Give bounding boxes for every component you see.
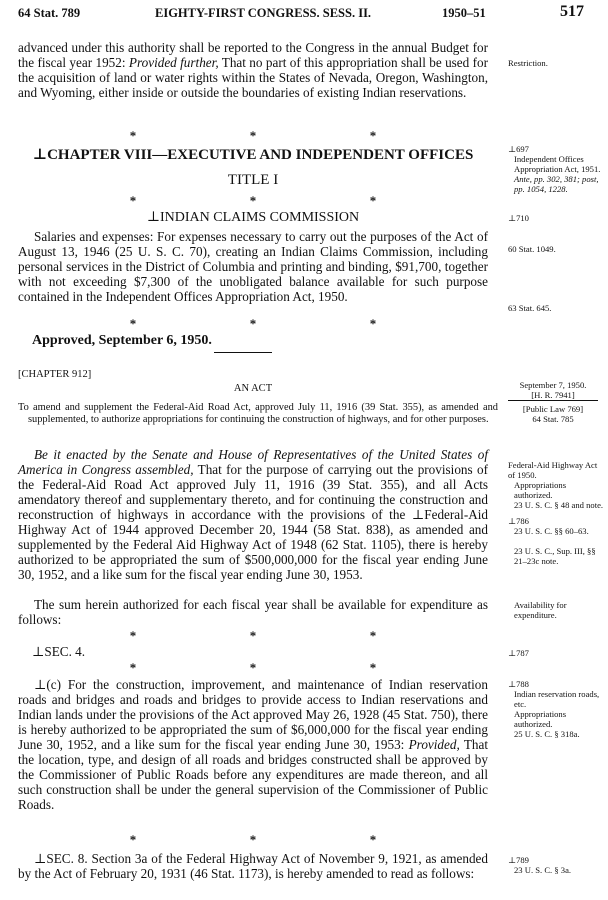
section-break-stars: * * *: [129, 316, 377, 331]
subsection-c-paragraph: [18, 677, 488, 812]
section-break-stars: * * *: [129, 628, 377, 643]
an-act-heading: AN ACT: [233, 383, 273, 394]
margin-note-usc-3a: 23 U. S. C. § 3a.: [514, 865, 572, 875]
margin-note-indian-roads: [508, 679, 606, 739]
section-break-stars: * * *: [129, 660, 377, 675]
margin-note-fah-act: [508, 460, 606, 510]
margin-note-789: [508, 855, 606, 875]
margin-note-page-697: [508, 144, 606, 194]
margin-note-availability: [508, 600, 606, 620]
subsection-c-text-b: That the location, type, and design of all roads and bridges constructed shall be approved by the Commissioner of Public Roads before any expenditures are made thereon, and all such construction shall be under the general supervision of the Commissioner of Public Roads.: [18, 737, 488, 812]
margin-note-60-stat: 60 Stat. 1049.: [508, 244, 556, 254]
margin-note-independent-offices: Independent Offices Appropriation Act, 1951.: [514, 154, 601, 174]
subsection-c-text-a: ⊥(c) For the construction, improvement, and maintenance of Indian reservation roads and bridges and roads and bridges to provide access to Indian reservations and Indian lands under the provisions of the Act approved May 26, 1928 (45 Stat. 750), there is hereby authorized to be appropriated the sum of $6,000,000 for the fiscal year ending June 30, 1952, and a like sum for the fiscal year ending June 30, 1953:: [18, 677, 488, 752]
running-head-title: EIGHTY-FIRST CONGRESS. SESS. II.: [155, 6, 372, 20]
section-8-paragraph: ⊥SEC. 8. Section 3a of the Federal Highway Act of November 9, 1921, as amended by the Act of February 20, 1931 (46 Stat. 1173), is hereby amended to read as follows:: [18, 851, 488, 881]
act-title: To amend and supplement the Federal-Aid Road Act, approved July 11, 1916 (39 Stat. 355), as amended and supplemented, to authorize appropriations for continuing the construction of highways, and for other purposes.: [18, 402, 498, 425]
margin-note-appropriations: Appropriations authorized.: [514, 480, 567, 500]
para1-text-a: advanced under this authority shall be reported to the Congress in the annual Budget for the fiscal year 1952:: [18, 40, 488, 70]
subsection-c-proviso: Provided,: [408, 737, 460, 752]
margin-page-marker: ⊥786: [508, 516, 529, 526]
margin-bill-number: [H. R. 7941]: [508, 390, 598, 401]
margin-public-law: [Public Law 769]: [522, 404, 584, 414]
margin-note-usc-60: 23 U. S. C. §§ 60–63.: [514, 526, 589, 536]
margin-page-marker-710: ⊥710: [508, 213, 529, 223]
section-break-stars: * * *: [129, 832, 377, 847]
enacting-clause-italic: Be it enacted by the Senate and House of Representatives of the United States of America in Congress assembled,: [18, 447, 488, 477]
commission-heading: ⊥INDIAN CLAIMS COMMISSION: [146, 210, 360, 225]
margin-stat-785: 64 Stat. 785: [532, 414, 574, 424]
margin-note-indian-roads-text: Indian reservation roads, etc.: [514, 689, 600, 709]
section-break-stars: * * *: [129, 128, 377, 143]
availability-paragraph: The sum herein authorized for each fiscal year shall be available for expenditure as follows:: [18, 597, 488, 627]
margin-page-marker: ⊥697: [508, 144, 529, 154]
margin-note-usc-sup: [508, 546, 606, 566]
margin-page-marker-787: ⊥787: [508, 648, 529, 658]
section-break-stars: * * *: [129, 193, 377, 208]
margin-note-usc-318a: 25 U. S. C. § 318a.: [514, 729, 580, 739]
running-head-left: 64 Stat. 789: [18, 6, 81, 20]
margin-note-usc-48: 23 U. S. C. § 48 and note.: [514, 500, 604, 510]
margin-act-date: September 7, 1950.: [519, 380, 587, 390]
approval-date: Approved, September 6, 1950.: [32, 333, 212, 348]
running-head-years: 1950–51: [442, 6, 486, 20]
margin-note-restriction: Restriction.: [508, 58, 548, 68]
margin-note-fah-title: Federal-Aid Highway Act of 1950.: [508, 460, 598, 480]
margin-page-marker: ⊥789: [508, 855, 529, 865]
enacting-clause-text: That for the purpose of carrying out the provisions of the Federal-Aid Road Act approved July 11, 1916 (39 Stat. 355), and all Acts amendatory thereof and supplementary thereto, and for continuing the construction and reconstruction of highways in accordance with the provisions of the ⊥Federal-Aid Highway Act of 1944 approved December 20, 1944 (58 Stat. 838), as amended and supplemented by the Federal Aid Highway Act of 1948 (62 Stat. 1105), there is hereby authorized to be appropriated the sum of $500,000,000 for the fiscal year ending June 30, 1952, and a like sum for the fiscal year ending June 30, 1953.: [18, 462, 488, 582]
margin-note-appropriations: Appropriations authorized.: [514, 709, 567, 729]
para1-text-b: That no part of this appropriation shall be used for the acquisition of land or water rights within the States of Nevada, Oregon, Washington, and Wyoming, either inside or outside the boundaries of existing Indian reservations.: [18, 55, 488, 100]
margin-act-info: [508, 380, 598, 424]
divider-rule: [214, 352, 272, 353]
chapter-number: [CHAPTER 912]: [18, 369, 92, 380]
carryover-paragraph: [18, 40, 488, 100]
margin-note-usc-21: 23 U. S. C., Sup. III, §§ 21–23c note.: [514, 546, 596, 566]
enacting-clause: [18, 447, 488, 582]
margin-note-786: [508, 516, 606, 536]
margin-note-availability-text: Availability for expenditure.: [514, 600, 567, 620]
title-heading: TITLE I: [227, 172, 279, 188]
margin-page-marker: ⊥788: [508, 679, 529, 689]
section-4-heading: ⊥SEC. 4.: [32, 644, 86, 659]
page-number: 517: [560, 3, 584, 20]
chapter-heading: ⊥CHAPTER VIII—EXECUTIVE AND INDEPENDENT OFFICES: [32, 147, 474, 163]
margin-note-63-stat: 63 Stat. 645.: [508, 303, 552, 313]
margin-note-ante: Ante, pp. 302, 381; post, pp. 1054, 1228.: [514, 174, 599, 194]
para1-proviso: Provided further,: [128, 55, 219, 70]
salaries-paragraph: Salaries and expenses: For expenses necessary to carry out the purposes of the Act of August 13, 1946 (25 U. S. C. 70), creating an Indian Claims Commission, including personal services in the District of Columbia and printing and binding, $91,700, together with not exceeding $7,300 of the unobligated balance available for such purpose contained in the Independent Offices Appropriation Act, 1950.: [18, 229, 488, 304]
